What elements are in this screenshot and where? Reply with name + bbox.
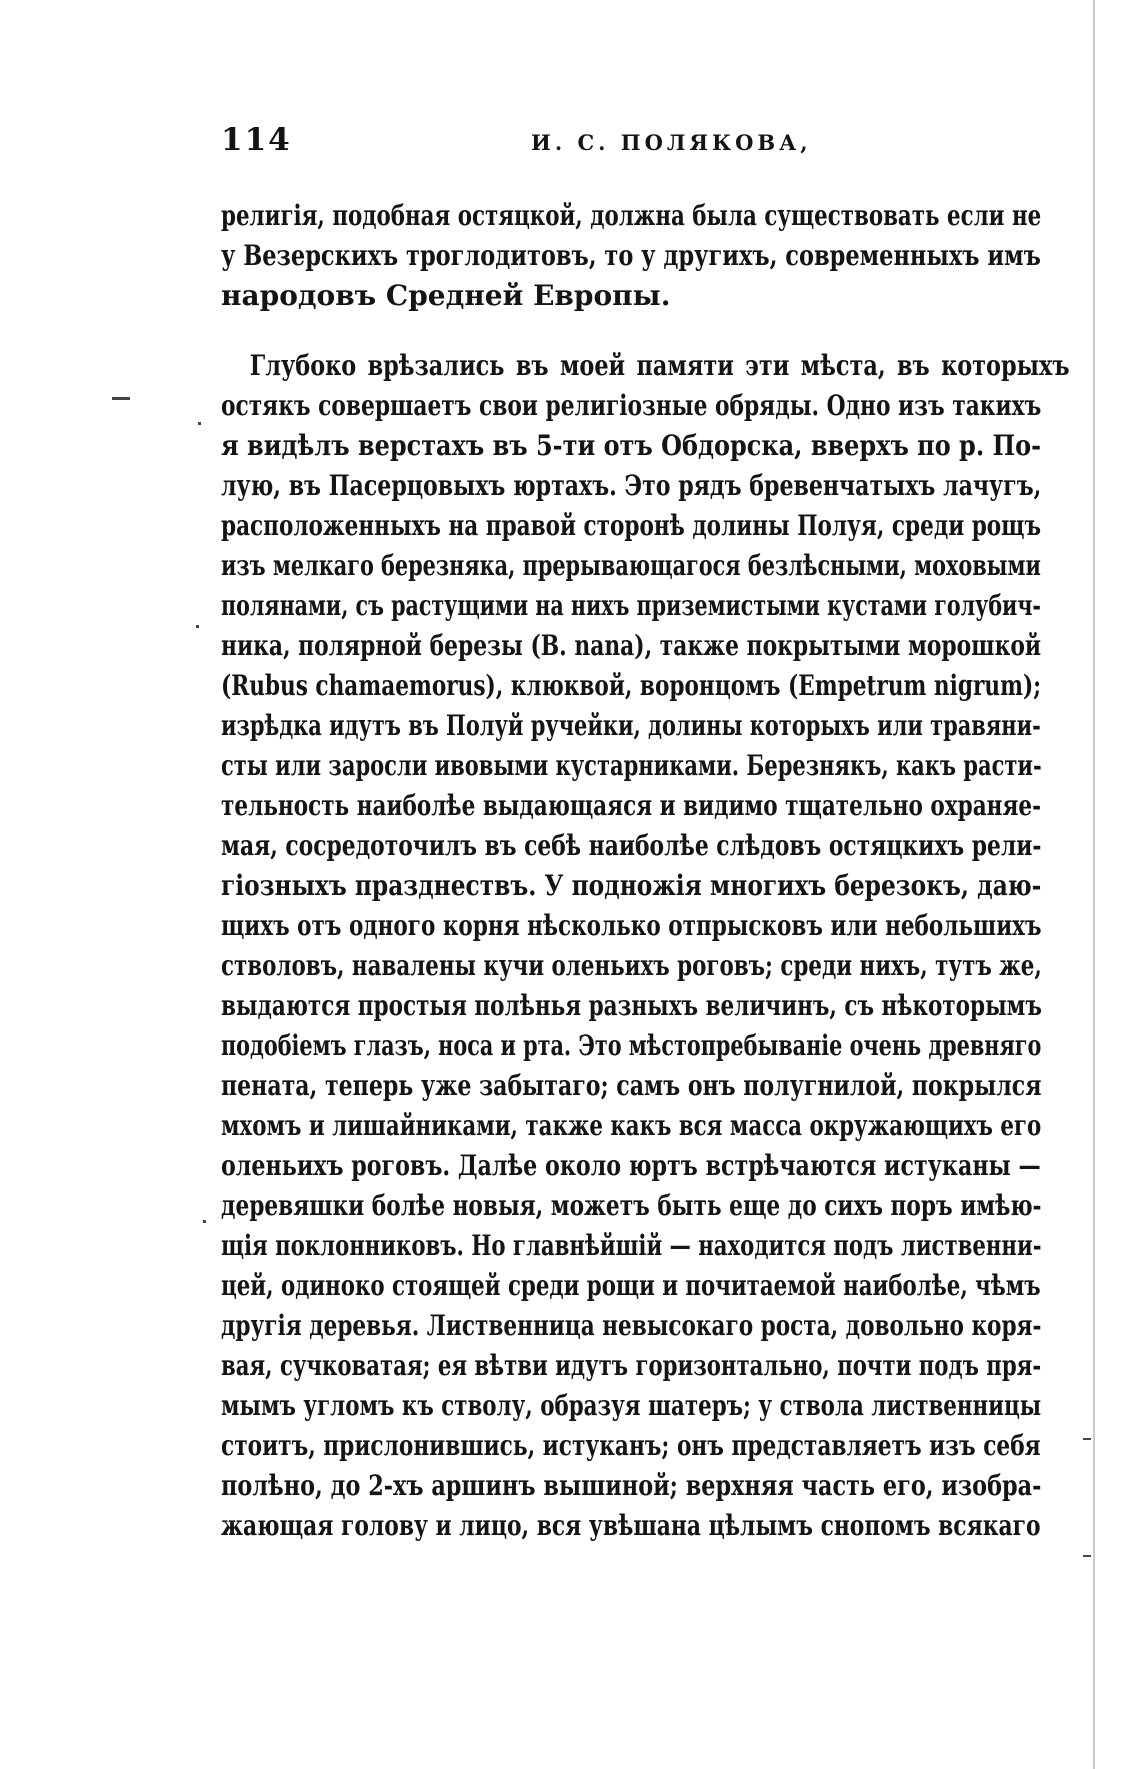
text-line: я видѣлъ верстахъ въ 5-ти отъ Обдорска, вверхъ по р. По-: [221, 429, 1042, 462]
running-head-author: И. С. ПОЛЯКОВА,: [531, 130, 812, 155]
text-line: подобіемъ глазъ, носа и рта. Это мѣстопребываніе очень древняго: [221, 1029, 1042, 1062]
text-line: цей, одиноко стоящей среди рощи и почитаемой наиболѣе, чѣмъ: [221, 1269, 1041, 1302]
scan-artifact-dash: [1083, 1438, 1091, 1440]
text-line: (Rubus chamaemorus), клюквой, воронцомъ (Empetrum nigrum);: [221, 669, 1042, 702]
text-line: гіозныхъ празднествъ. У подножія многихъ березокъ, даю-: [221, 869, 1042, 902]
text-line: стволовъ, навалены кучи оленьихъ роговъ; среди нихъ, тутъ же,: [221, 949, 1042, 982]
text-line: вая, сучковатая; ея вѣтви идутъ горизонтально, почти подъ пря-: [221, 1349, 1042, 1382]
scan-artifact-dash: [1083, 1555, 1091, 1557]
text-line: полянами, съ растущими на нихъ приземистыми кустами голубич-: [221, 589, 1041, 622]
text-line: ника, полярной березы (B. nana), также покрытыми морошкой: [221, 629, 1042, 662]
text-line: изъ мелкаго березняка, прерывающагося безлѣсными, моховыми: [221, 549, 1041, 582]
text-line: мымъ угломъ къ стволу, образуя шатеръ; у ствола лиственницы: [221, 1389, 1042, 1422]
text-line: деревяшки болѣе новыя, можетъ быть еще до сихъ поръ имѣю-: [221, 1189, 1042, 1222]
text-line: щихъ отъ одного корня нѣсколько отпрысковъ или небольшихъ: [221, 909, 1042, 942]
body-text: [221, 196, 1070, 1546]
text-line: пената, теперь уже забытаго; самъ онъ полугнилой, покрылся: [221, 1069, 1042, 1102]
running-head: [221, 122, 975, 162]
page-number: 114: [221, 122, 292, 158]
text-line: оленьихъ роговъ. Далѣе около юртъ встрѣчаются истуканы —: [221, 1149, 1041, 1182]
scan-artifact-dot: [198, 422, 201, 425]
text-line: остякъ совершаетъ свои религіозные обряды. Одно изъ такихъ: [221, 389, 1042, 422]
scan-edge-line: [1093, 0, 1095, 1769]
text-line: расположенныхъ на правой сторонѣ долины Полуя, среди рощъ: [221, 509, 1042, 542]
text-line: стоитъ, прислонившись, истуканъ; онъ представляетъ изъ себя: [221, 1429, 1041, 1462]
paragraph-1: [221, 196, 1041, 316]
scan-artifact-dot: [203, 1220, 206, 1223]
text-line: мхомъ и лишайниками, также какъ вся масса окружающихъ его: [221, 1109, 1042, 1142]
paragraph-gap: [221, 316, 1041, 346]
scan-artifact-dash: [112, 397, 130, 400]
text-line: жающая голову и лицо, вся увѣшана цѣлымъ снопомъ всякаго: [221, 1509, 1041, 1542]
text-line: лую, въ Пасерцовыхъ юртахъ. Это рядъ бревенчатыхъ лачугъ,: [221, 469, 1042, 502]
text-line: другія деревья. Лиственница невысокаго роста, довольно коря-: [221, 1309, 1042, 1342]
text-line: полѣно, до 2-хъ аршинъ вышиной; верхняя часть его, изобра-: [221, 1469, 1042, 1502]
text-line: Глубоко врѣзались въ моей памяти эти мѣста, въ которыхъ: [249, 349, 1070, 382]
text-line: изрѣдка идутъ въ Полуй ручейки, долины которыхъ или травяни-: [221, 709, 1041, 742]
text-line: у Везерскихъ троглодитовъ, то у другихъ, современныхъ имъ: [221, 239, 1041, 272]
text-line: мая, сосредоточилъ въ себѣ наиболѣе слѣдовъ остяцкихъ рели-: [221, 829, 1042, 862]
text-line: щія поклонниковъ. Но главнѣйшій — находится подъ лиственни-: [221, 1229, 1042, 1262]
scan-artifact-dot: [196, 625, 199, 628]
text-line: народовъ Средней Европы.: [221, 279, 671, 312]
text-line: выдаются простыя полѣнья разныхъ величинъ, съ нѣкоторымъ: [221, 989, 1042, 1022]
text-line: тельность наиболѣе выдающаяся и видимо тщательно охраняе-: [221, 789, 1042, 822]
text-line: религія, подобная остяцкой, должна была существовать если не: [221, 199, 1042, 232]
paragraph-2: [221, 346, 1070, 1546]
text-line: сты или заросли ивовыми кустарниками. Березнякъ, какъ расти-: [221, 749, 1042, 782]
